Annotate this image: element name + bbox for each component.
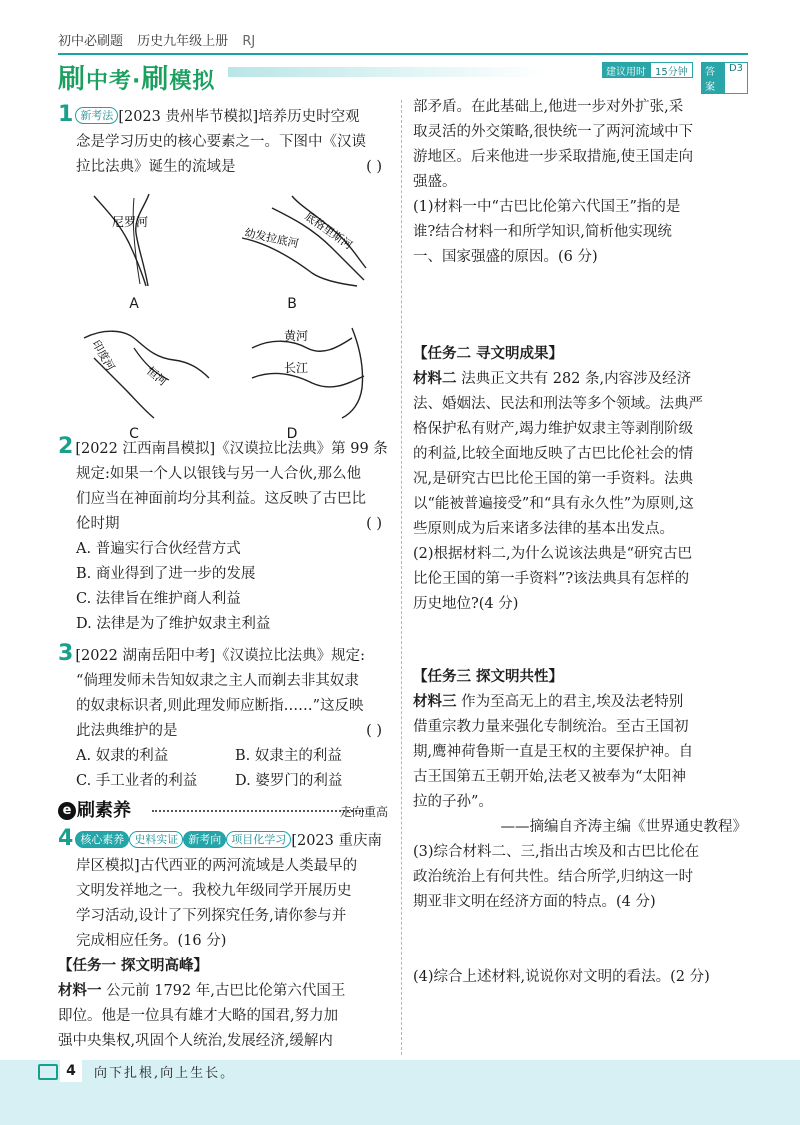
question-4-intro: 4 核心素养 史料实证 新考向 项目化学习 [2023 重庆南 岸区模拟]古代西亚的两河流域是人类最早的 文明发祥地之一。我校九年级同学开展历史 学习活动,设计了下列探究任务,请你参与并 完成相应任务。(16 分) 【任务一 探文明高峰】 材料一 公元前 1792 年,古巴比伦第六代国王 即位。他是一位具有雄才大略的国君,努力加 强中央集权,巩固个人统治,发展经济,缓解内 [58,826,394,1054]
map-d-label-yellow: 黄河 [284,329,309,343]
edition: RJ [242,34,256,49]
question-1: 1 新考法 [2023 贵州毕节模拟]培养历史时空观 念是学习历史的核心要素之一。下图中《汉谟 拉比法典》诞生的流域是 ( ) 尼罗河 A 底格里斯河 幼发拉底河 B 印度河 恒河 C 黄河 长江 D [58,102,394,428]
source-citation: ——摘编自齐涛主编《世界通史教程》 [500,819,747,835]
map-a-nile [74,188,214,290]
task-3-title: 【任务三 探文明共性】 [413,669,564,685]
new-method-tag: 新考法 [75,107,118,124]
book-icon [38,1064,58,1080]
map-c-label-ganges: 恒河 [144,364,170,389]
book-name: 历史九年级上册 [137,34,229,49]
page-number: 4 [60,1060,82,1082]
subquestion-1: (1)材料一中“古巴比伦第六代国王”指的是 [413,199,681,215]
q3-option-a: A. 奴隶的利益 [76,748,169,764]
map-b-letter: B [287,296,297,312]
column-divider [401,100,402,1055]
section-header-literacy: e 刷素养 走向重高 [58,798,394,824]
page-footer [0,1060,800,1125]
footer-motto: 向下扎根,向上生长。 [94,1066,236,1081]
map-a-label: 尼罗河 [112,215,149,229]
river-maps [66,180,394,442]
subquestion-4: (4)综合上述材料,说说你对文明的看法。(2 分) [413,969,710,985]
answer-space-1 [413,270,751,342]
question-2: 2 [2022 江西南昌模拟]《汉谟拉比法典》第 99 条 规定:如果一个人以银钱与另一人合伙,那么他 们应当在神面前均分其利益。这反映了古巴比 伦时期 ( ) A. 普遍实行合伙经营方式 B. 商业得到了进一步的发展 C. 法律旨在维护商人利益 D. 法律是为了维护奴隶主利益 [58,434,394,637]
q2-option-a: A. 普遍实行合伙经营方式 [76,541,241,557]
q3-option-c: C. 手工业者的利益 [76,773,198,789]
task-1-title: 【任务一 探文明高峰】 [58,958,209,974]
series-name: 初中必刷题 [58,34,124,49]
question-3: 3 [2022 湖南岳阳中考]《汉谟拉比法典》规定: “倘理发师未告知奴隶之主人而剃去非其奴隶 的奴隶标识者,则此理发师应断指……”这反映 此法典维护的是 ( ) A. 奴隶的利益 B. 奴隶主的利益 C. 手工业者的利益 D. 婆罗门的利益 [58,641,394,794]
q2-option-c: C. 法律旨在维护商人利益 [76,591,241,607]
answer-page-badge: 答案 D3 [701,62,748,94]
brand-title: 刷中考·刷模拟 [58,64,216,95]
map-b-mesopotamia [232,188,372,290]
map-d-label-yangtze: 长江 [284,361,309,375]
map-d-china [232,318,372,420]
map-b-label-euphrates: 幼发拉底河 [243,226,300,251]
q3-option-d: D. 婆罗门的利益 [235,773,343,789]
map-c-india [74,318,214,420]
subquestion-3: (3)综合材料二、三,指出古埃及和古巴比伦在 [413,844,700,860]
q3-option-b: B. 奴隶主的利益 [235,748,342,764]
answer-space-3 [413,915,751,965]
map-c-letter: C [129,426,139,442]
answer-space-2 [413,617,751,665]
banner-decoration [228,67,548,77]
map-b-label-tigris: 底格里斯河 [302,209,355,253]
map-a-letter: A [129,296,139,312]
left-column [58,102,394,1054]
book-header [58,30,265,49]
suggested-time-badge: 建议用时 15分钟 [602,62,693,78]
map-d-letter: D [286,426,298,442]
q2-option-d: D. 法律是为了维护奴隶主利益 [76,616,271,632]
map-c-label-indus: 印度河 [89,338,118,374]
section-banner [58,53,748,95]
q2-option-b: B. 商业得到了进一步的发展 [76,566,256,582]
subquestion-2: (2)根据材料二,为什么说该法典是“研究古巴 [413,546,693,562]
task-2-title: 【任务二 寻文明成果】 [413,346,564,362]
right-column: 部矛盾。在此基础上,他进一步对外扩张,采 取灵活的外交策略,很快统一了两河流域中下 游地区。后来他进一步采取措施,使王国走向 强盛。 (1)材料一中“古巴比伦第六代国王”指的是 谁?结合材料一和所学知识,简析他实现统 一、国家强盛的原因。(6 分) 【任务二 寻文明成果】 材料二 法典正文共有 282 条,内容涉及经济 法、婚姻法、民法和刑法等多个领域。法典严 格保护私有财产,竭力维护奴隶主等剥削阶级 的利益,比较全面地反映了古巴比伦社会的情 况,是研究古巴比伦王国的第一手资料。法典 以“能被普遍接受”和“具有永久性”为原则,这 些原则成为后来诸多法律的基本出发点。 (2)根据材料二,为什么说该法典是“研究古巴 比伦王国的第一手资料”?该法典具有怎样的 历史地位?(4 分) 【任务三 探文明共性】 材料三 作为至高无上的君主,埃及法老特别 借重宗教力量来强化专制统治。至古王国初 期,鹰神荷鲁斯一直是王权的主要保护神。自 古王国第五王朝开始,法老又被奉为“太阳神 拉的子孙”。 ——摘编自齐涛主编《世界通史教程》 (3)综合材料二、三,指出古埃及和古巴比伦在 政治统治上有何共性。结合所学,归纳这一时 期亚非文明在经济方面的特点。(4 分) (4)综合上述材料,说说你对文明的看法。(2 分) [413,95,751,990]
